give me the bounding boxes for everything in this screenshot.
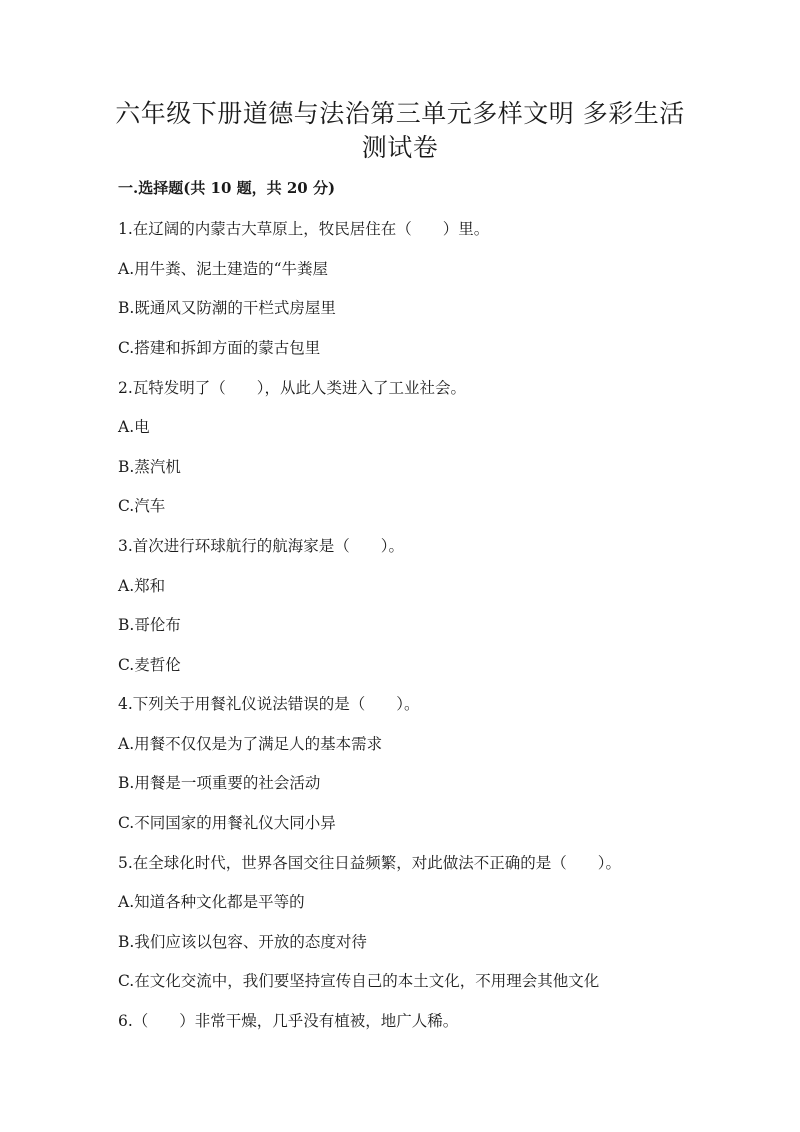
question-2: 2.瓦特发明了（ ），从此人类进入了工业社会。 (118, 379, 467, 397)
question-1: 1.在辽阔的内蒙古大草原上，牧民居住在（ ）里。 (118, 220, 490, 238)
question-1-option-a: A.用牛粪、泥土建造的“牛粪屋 (118, 260, 329, 278)
question-4-option-c: C.不同国家的用餐礼仪大同小异 (118, 814, 336, 832)
document-title-line-1: 六年级下册道德与法治第三单元多样文明 多彩生活 (115, 99, 685, 128)
question-1-option-c: C.搭建和拆卸方面的蒙古包里 (118, 339, 321, 357)
question-3-option-b: B.哥伦布 (118, 616, 181, 634)
question-4-option-b: B.用餐是一项重要的社会活动 (118, 774, 321, 792)
section-heading: 一.选择题(共 10 题，共 20 分) (118, 179, 336, 197)
question-5: 5.在全球化时代，世界各国交往日益频繁，对此做法不正确的是（ ）。 (118, 854, 622, 872)
question-6: 6.（ ）非常干燥，几乎没有植被，地广人稀。 (118, 1012, 459, 1030)
question-3-option-a: A.郑和 (118, 577, 166, 595)
question-3: 3.首次进行环球航行的航海家是（ ）。 (118, 537, 405, 555)
question-5-option-c: C.在文化交流中，我们要坚持宣传自己的本土文化，不用理会其他文化 (118, 972, 600, 990)
question-5-option-a: A.知道各种文化都是平等的 (118, 893, 305, 911)
question-4: 4.下列关于用餐礼仪说法错误的是（ ）。 (118, 695, 420, 713)
question-2-option-a: A.电 (118, 418, 150, 436)
question-2-option-c: C.汽车 (118, 497, 166, 515)
question-2-option-b: B.蒸汽机 (118, 458, 181, 476)
question-5-option-b: B.我们应该以包容、开放的态度对待 (118, 933, 367, 951)
document-title-line-2: 测试卷 (361, 133, 439, 162)
question-4-option-a: A.用餐不仅仅是为了满足人的基本需求 (118, 735, 383, 753)
question-3-option-c: C.麦哲伦 (118, 656, 181, 674)
question-1-option-b: B.既通风又防潮的干栏式房屋里 (118, 299, 336, 317)
